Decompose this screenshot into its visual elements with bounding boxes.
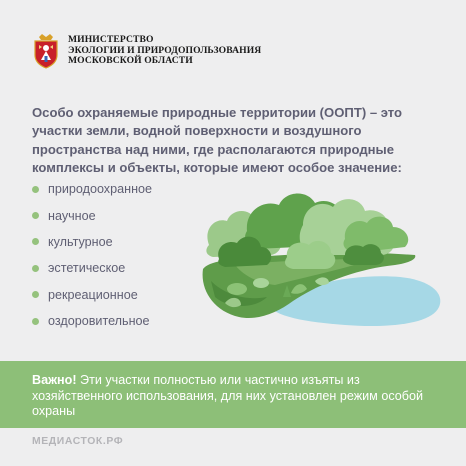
ministry-line-2: ЭКОЛОГИИ И ПРИРОДОПОЛЬЗОВАНИЯ (68, 44, 262, 56)
list-item (32, 255, 152, 281)
list-item-label: эстетическое (48, 261, 126, 276)
important-banner (0, 361, 466, 428)
important-label: Важно! (32, 373, 77, 387)
list-item (32, 282, 152, 308)
bullet-dot-icon (32, 212, 39, 219)
nature-landscape-illustration (195, 185, 445, 330)
intro-text: Особо охраняемые природные территории (ООПТ) – это участки земли, водной поверхности и воздушного пространства над ними, где располагаются природные комплексы и объекты, которые имеют особое значение: (32, 105, 403, 176)
important-text: Эти участки полностью или частично изъяты из хозяйственного использования, для них установлен режим особой охраны (32, 373, 424, 419)
list-item-label: культурное (48, 234, 113, 249)
list-item (32, 176, 152, 202)
bullet-dot-icon (32, 186, 39, 193)
list-item-label: научное (48, 208, 96, 223)
moscow-oblast-coat-of-arms-icon (32, 33, 60, 69)
list-item-label: рекреационное (48, 287, 138, 302)
bullet-dot-icon (32, 291, 39, 298)
list-item (32, 229, 152, 255)
bullet-dot-icon (32, 238, 39, 245)
ministry-line-3: МОСКОВСКОЙ ОБЛАСТИ (68, 55, 193, 67)
list-item (32, 202, 152, 228)
ministry-header (32, 33, 261, 69)
list-item-label: природоохранное (48, 182, 153, 197)
list-item-label: оздоровительное (48, 314, 150, 329)
ministry-line-1: МИНИСТЕРСТВО (68, 34, 154, 46)
bullet-dot-icon (32, 318, 39, 325)
footer-brand: МЕДИАСТОК.РФ (32, 436, 124, 447)
important-note (32, 373, 442, 420)
bullet-dot-icon (32, 265, 39, 272)
significance-list (32, 176, 152, 334)
list-item (32, 308, 152, 334)
ministry-name (68, 35, 261, 67)
